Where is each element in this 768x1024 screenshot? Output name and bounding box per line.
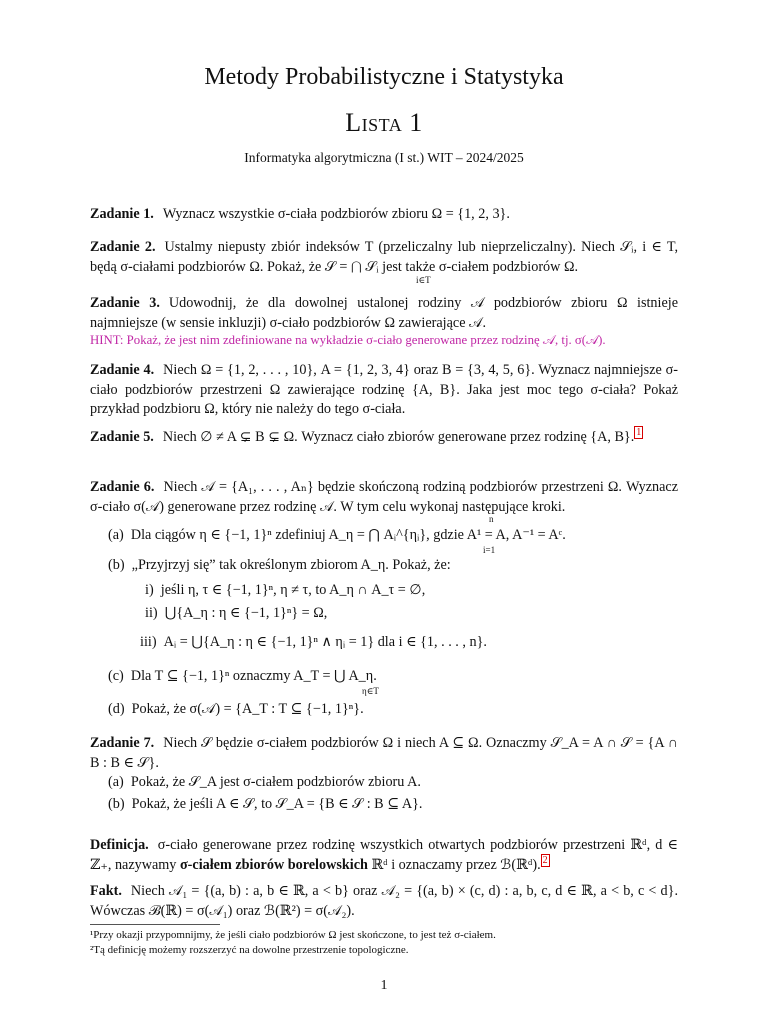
list-heading: Lista 1 xyxy=(345,108,423,137)
task-2-label: Zadanie 2. xyxy=(90,239,156,255)
task-6-subitem-i xyxy=(145,581,665,600)
task-6-item-c-tag: (c) xyxy=(108,668,124,684)
task-6-item-b xyxy=(108,556,678,575)
task-6-subitem-ii xyxy=(145,604,665,623)
task-6-item-d-text: Pokaż, że σ(𝒜) = {A_T : T ⊆ {−1, 1}ⁿ}. xyxy=(131,701,364,717)
document-title: Metody Probabilistyczne i Statystyka xyxy=(204,64,564,90)
definition-text-after: ℝᵈ i oznaczamy przez ℬ(ℝᵈ). xyxy=(367,856,541,873)
task-6 xyxy=(90,478,678,517)
task-6-subitem-i-tag: i) xyxy=(145,582,154,598)
task-7-item-a-tag: (a) xyxy=(108,774,124,790)
task-6-label: Zadanie 6. xyxy=(90,479,155,495)
task-6-subitem-i-text: jeśli η, τ ∈ {−1, 1}ⁿ, η ≠ τ, to A_η ∩ A_τ = ∅, xyxy=(160,582,426,598)
task-5 xyxy=(90,428,678,448)
task-6-item-d-tag: (d) xyxy=(108,701,125,717)
definition xyxy=(90,836,678,875)
task-7-item-b-tag: (b) xyxy=(108,796,125,812)
task-3 xyxy=(90,294,678,333)
task-2-intersection-subscript: i∈T xyxy=(416,275,431,285)
task-6-item-c-lower-limit: η∈T xyxy=(362,686,379,696)
task-7-item-a xyxy=(108,773,678,792)
task-6-subitem-iii-text: Aᵢ = ⋃{A_η : η ∈ {−1, 1}ⁿ ∧ ηᵢ = 1} dla i ∈ {1, . . . , n}. xyxy=(163,634,487,650)
task-6-item-a-upper-limit: n xyxy=(489,514,494,524)
task-3-hint: HINT: Pokaż, że jest nim zdefiniowane na wykładzie σ-ciało generowane przez rodzinę 𝒜, tj. σ(𝒜). xyxy=(90,333,606,347)
task-5-label: Zadanie 5. xyxy=(90,429,154,445)
task-7-text: Niech 𝒮 będzie σ-ciałem podzbiorów Ω i niech A ⊆ Ω. Oznaczmy 𝒮_A = A ∩ 𝒮 = {A ∩ B : B ∈ 𝒮}. xyxy=(90,735,678,771)
fact xyxy=(90,882,678,921)
page-number: 1 xyxy=(380,978,388,993)
task-6-text: Niech 𝒜 = {A₁, . . . , Aₙ} będzie skończoną rodziną podzbiorów przestrzeni Ω. Wyznacz σ-ciało σ(𝒜) generowane przez rodzinę 𝒜. W tym celu wykonaj następujące kroki. xyxy=(90,479,679,515)
task-4-text: Niech Ω = {1, 2, . . . , 10}, A = {1, 2, 3, 4} oraz B = {3, 4, 5, 6}. Wyznacz najmniejsze σ-ciało podzbiorów przestrzeni Ω zawierające rodzinę {A, B}. Jaka jest moc tego σ-ciała? Pokaż przykład podzbioru Ω, który nie należy do tego σ-ciała. xyxy=(90,362,678,417)
task-4-label: Zadanie 4. xyxy=(90,362,155,378)
course-subtitle: Informatyka algorytmiczna (I st.) WIT – 2024/2025 xyxy=(244,150,524,165)
task-3-text: Udowodnij, że dla dowolnej ustalonej rodziny 𝒜 podzbiorów zbioru Ω istnieje najmniejsze (w sensie inkluzji) σ-ciało podzbiorów Ω zawierające 𝒜. xyxy=(90,295,679,331)
task-2-text: Ustalmy niepusty zbiór indeksów T (przeliczalny lub nieprzeliczalny). Niech 𝒮ᵢ, i ∈ T, będą σ-ciałami podzbiorów Ω. Pokaż, że 𝒮 = ⋂ 𝒮ᵢ jest także σ-ciałem podzbiorów Ω. xyxy=(90,239,679,275)
fact-text: Niech 𝒜₁ = {(a, b) : a, b ∈ ℝ, a < b} oraz 𝒜₂ = {(a, b) × (c, d) : a, b, c, d ∈ ℝ, a < b, c < d}. Wówczas ℬ(ℝ) = σ(𝒜₁) oraz ℬ(ℝ²) = σ(𝒜₂). xyxy=(90,883,678,919)
task-6-item-c-text: Dla T ⊆ {−1, 1}ⁿ oznaczmy A_T = ⋃ A_η. xyxy=(130,668,377,684)
task-7-item-b xyxy=(108,795,678,814)
task-6-item-d xyxy=(108,700,678,719)
footnote-1: ¹Przy okazji przypomnijmy, że jeśli ciało podzbiorów Ω jest skończone, to jest też σ-ciałem. xyxy=(90,929,496,941)
task-6-item-c xyxy=(108,667,678,686)
task-6-subitem-ii-tag: ii) xyxy=(145,605,158,621)
task-7-item-a-text: Pokaż, że 𝒮_A jest σ-ciałem podzbiorów zbioru A. xyxy=(130,774,421,790)
task-3-label: Zadanie 3. xyxy=(90,295,160,311)
task-1-text: Wyznacz wszystkie σ-ciała podzbiorów zbioru Ω = {1, 2, 3}. xyxy=(162,206,510,222)
task-6-item-a-text: Dla ciągów η ∈ {−1, 1}ⁿ zdefiniuj A_η = ⋂ Aᵢ^{ηᵢ}, gdzie A¹ = A, A⁻¹ = Aᶜ. xyxy=(130,527,566,543)
task-6-item-a-tag: (a) xyxy=(108,527,124,543)
task-7-item-b-text: Pokaż, że jeśli A ∈ 𝒮, to 𝒮_A = {B ∈ 𝒮 : B ⊆ A}. xyxy=(131,796,423,812)
definition-text-before: σ-ciało generowane przez rodzinę wszystkich otwartych podzbiorów przestrzeni ℝᵈ, d ∈ ℤ₊, nazywamy xyxy=(90,837,678,873)
task-6-item-b-tag: (b) xyxy=(108,557,125,573)
definition-bold-term: σ-ciałem zbiorów borelowskich xyxy=(179,856,368,873)
task-6-item-b-text: „Przyjrzyj się” tak określonym zbiorom A_η. Pokaż, że: xyxy=(131,557,451,573)
task-7-label: Zadanie 7. xyxy=(90,735,155,751)
task-6-subitem-iii xyxy=(140,633,660,652)
footnote-link-1[interactable]: 1 xyxy=(636,427,642,439)
task-6-subitem-ii-text: ⋃{A_η : η ∈ {−1, 1}ⁿ} = Ω, xyxy=(164,605,328,621)
definition-label: Definicja. xyxy=(90,837,149,853)
fact-label: Fakt. xyxy=(90,883,122,899)
footnote-link-2[interactable]: 2 xyxy=(542,854,548,866)
task-1 xyxy=(90,205,678,225)
task-1-label: Zadanie 1. xyxy=(90,206,154,222)
task-4 xyxy=(90,361,678,420)
task-6-item-a-lower-limit: i=1 xyxy=(483,545,496,555)
footnotes xyxy=(90,928,678,958)
task-6-subitem-iii-tag: iii) xyxy=(140,634,157,650)
task-7 xyxy=(90,734,678,773)
footnote-divider xyxy=(90,924,220,925)
footnote-2: ²Tą definicję możemy rozszerzyć na dowolne przestrzenie topologiczne. xyxy=(90,944,409,956)
task-6-item-a xyxy=(108,526,678,545)
task-5-text: Niech ∅ ≠ A ⊊ B ⊊ Ω. Wyznacz ciało zbiorów generowane przez rodzinę {A, B}. xyxy=(162,429,635,445)
task-2 xyxy=(90,238,678,277)
